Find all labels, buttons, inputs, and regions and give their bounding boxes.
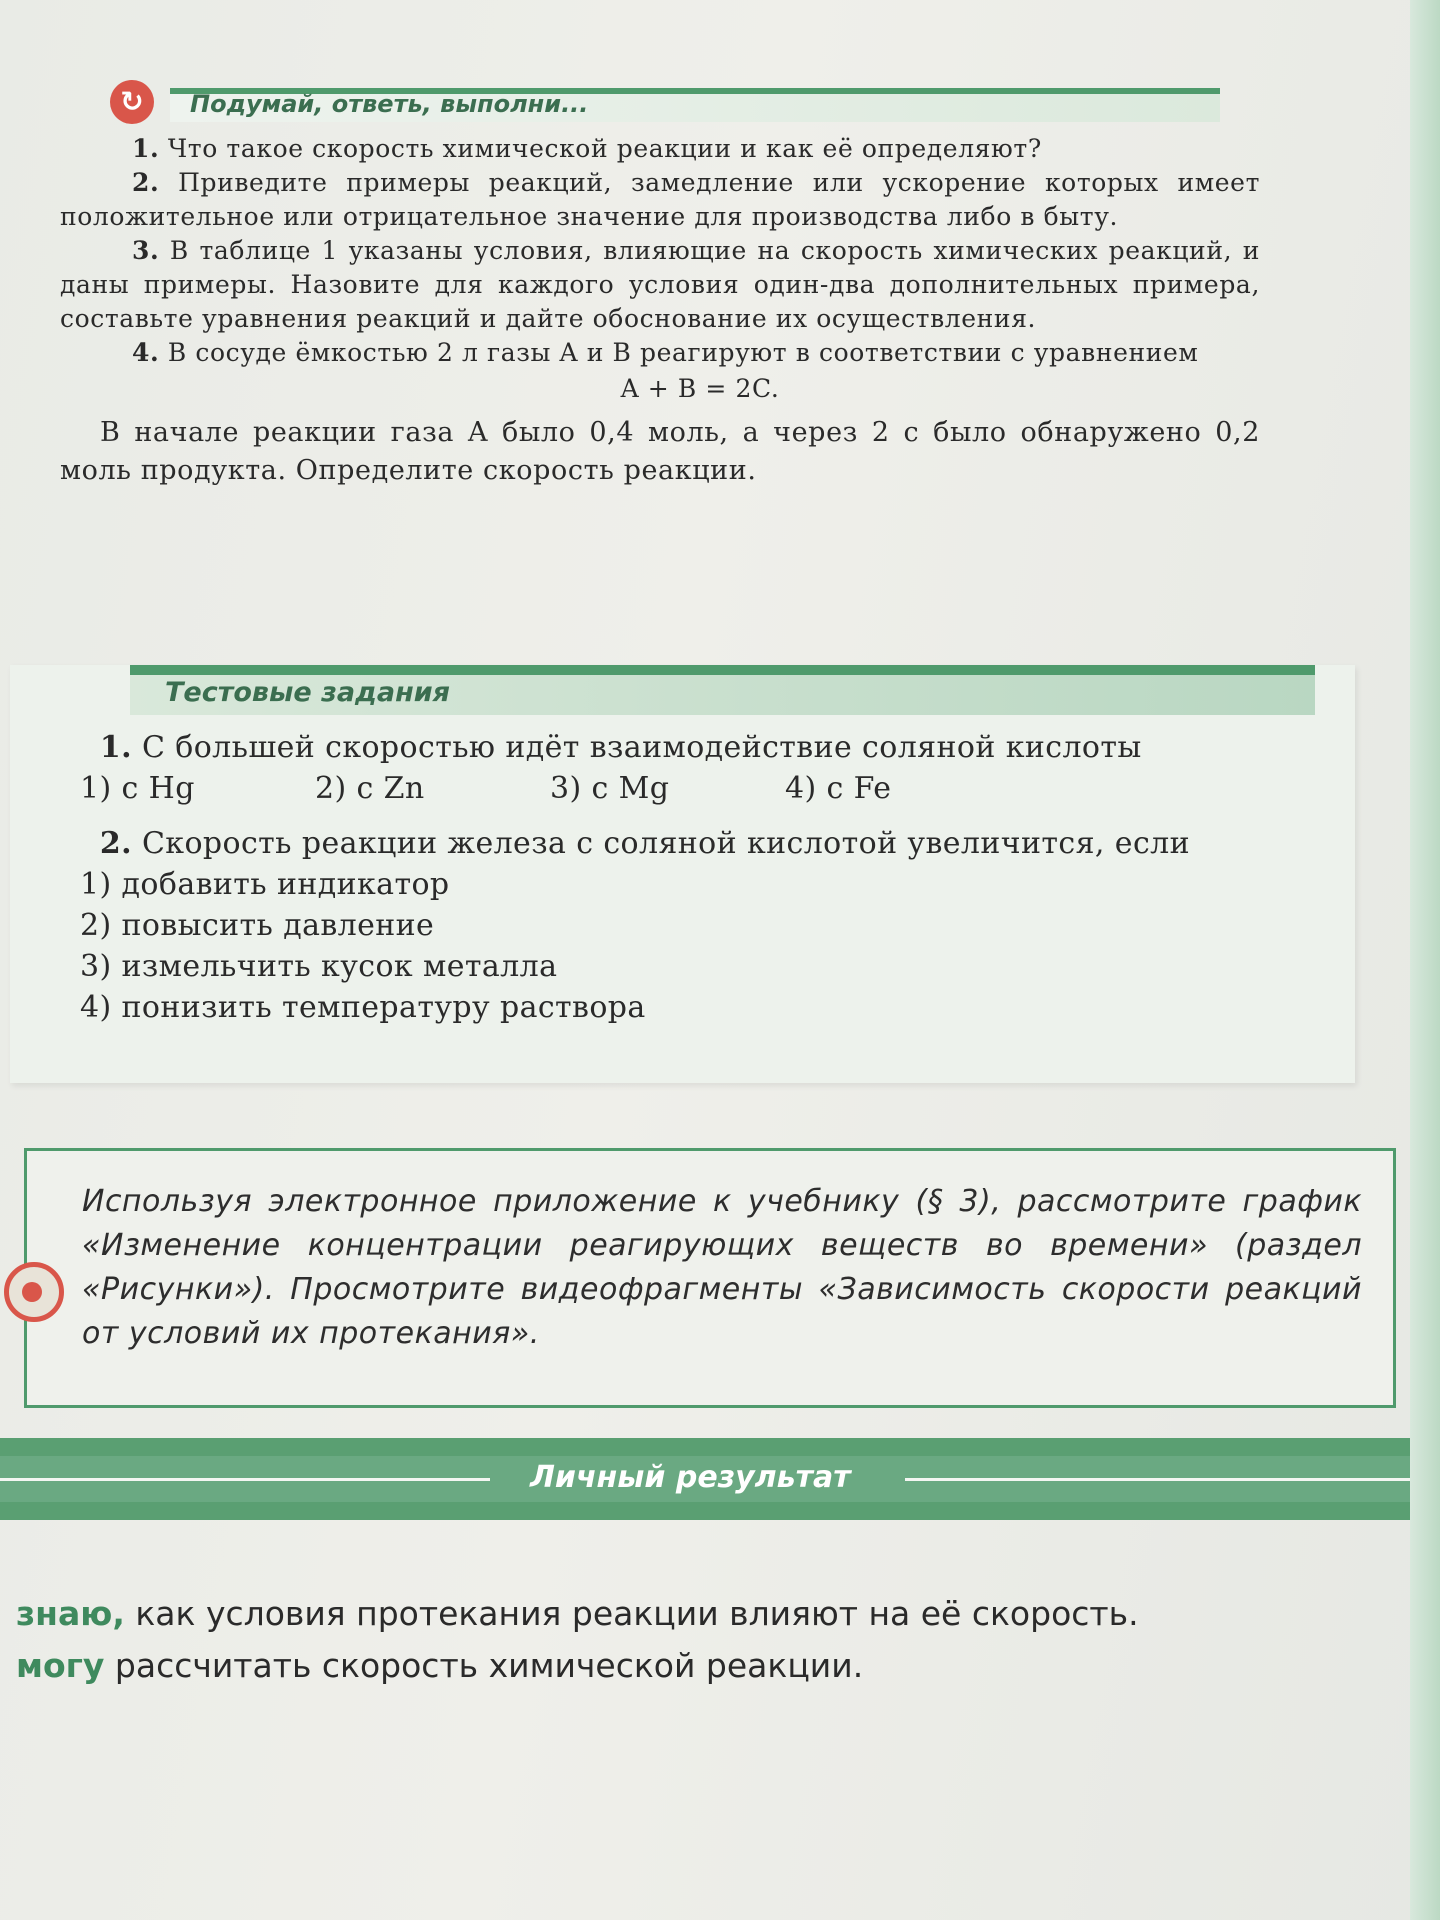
think-section-header [110, 80, 1220, 126]
test-1-option: 4) с Fe [785, 771, 892, 806]
question-number: 1. [132, 134, 160, 163]
test-tasks-title: Тестовые задания [165, 677, 450, 708]
test-question-2 [80, 823, 1320, 864]
divider-line [905, 1478, 1410, 1481]
reaction-equation: A + B = 2C. [620, 374, 780, 403]
personal-result-text [16, 1588, 1396, 1692]
test-question-1 [80, 727, 1320, 768]
question-number: 4. [132, 338, 160, 367]
refresh-icon: ↻ [110, 80, 154, 124]
test-1-option: 1) с Hg [80, 771, 195, 806]
test-question-number: 2. [99, 826, 132, 861]
page-edge [1410, 0, 1440, 1920]
test-question-number: 1. [99, 730, 132, 765]
question-text: В таблице 1 указаны условия, влияющие на скорость химических реакций, и даны примеры. Назовите для каждого условия один-два дополнительных примера, составьте уравнения реакций и дайте обоснование их осуществления. [60, 236, 1260, 333]
test-question-text: С большей скоростью идёт взаимодействие соляной кислоты [141, 730, 1142, 765]
questions-block [60, 132, 1260, 490]
test-2-option: 4) понизить температуру раствора [80, 990, 646, 1025]
test-tasks-content [80, 727, 1320, 1028]
test-2-options [80, 864, 1320, 1028]
question-text: В сосуде ёмкостью 2 л газы A и B реагируют в соответствии с уравнением [167, 338, 1199, 367]
test-2-option: 2) повысить давление [80, 908, 435, 943]
test-2-option: 1) добавить индикатор [80, 867, 450, 902]
question-4-continuation: В начале реакции газа A было 0,4 моль, а через 2 с было обнаружено 0,2 моль продукта. Определите скорость реакции. [60, 417, 1260, 486]
question-text: Что такое скорость химической реакции и как её определяют? [167, 134, 1042, 163]
question-3 [60, 234, 1260, 336]
test-2-option: 3) измельчить кусок металла [80, 949, 558, 984]
question-4 [60, 336, 1260, 370]
question-number: 3. [132, 236, 160, 265]
result-line-text: как условия протекания реакции влияют на её скорость. [124, 1594, 1139, 1633]
keyword-can: могу [16, 1646, 105, 1685]
question-1 [60, 132, 1260, 166]
test-1-option: 3) с Mg [550, 771, 670, 806]
test-1-option: 2) с Zn [315, 771, 425, 806]
result-line-1 [16, 1588, 1396, 1640]
test-question-text: Скорость реакции железа с соляной кислотой увеличится, если [141, 826, 1191, 861]
question-number: 2. [132, 168, 160, 197]
personal-result-band [0, 1438, 1410, 1520]
test-1-options [80, 768, 1320, 809]
disc-icon-center [22, 1282, 42, 1302]
think-section-title: Подумай, ответь, выполни... [190, 90, 589, 118]
question-2 [60, 166, 1260, 234]
divider-line [0, 1478, 490, 1481]
result-line-text: рассчитать скорость химической реакции. [104, 1646, 864, 1685]
question-text: Приведите примеры реакций, замедление или ускорение которых имеет положительное или отрицательное значение для производства либо в быту. [60, 168, 1261, 231]
test-tasks-box [10, 665, 1355, 1083]
e-app-text: Используя электронное приложение к учебнику (§ 3), рассмотрите график «Изменение концентрации реагирующих веществ во времени» (раздел «Рисунки»). Просмотрите видеофрагменты «Зависимость скорости реакций от условий их протекания». [82, 1184, 1362, 1351]
keyword-know: знаю, [16, 1594, 125, 1633]
result-line-2 [16, 1640, 1396, 1692]
personal-result-title: Личный результат [530, 1460, 851, 1495]
